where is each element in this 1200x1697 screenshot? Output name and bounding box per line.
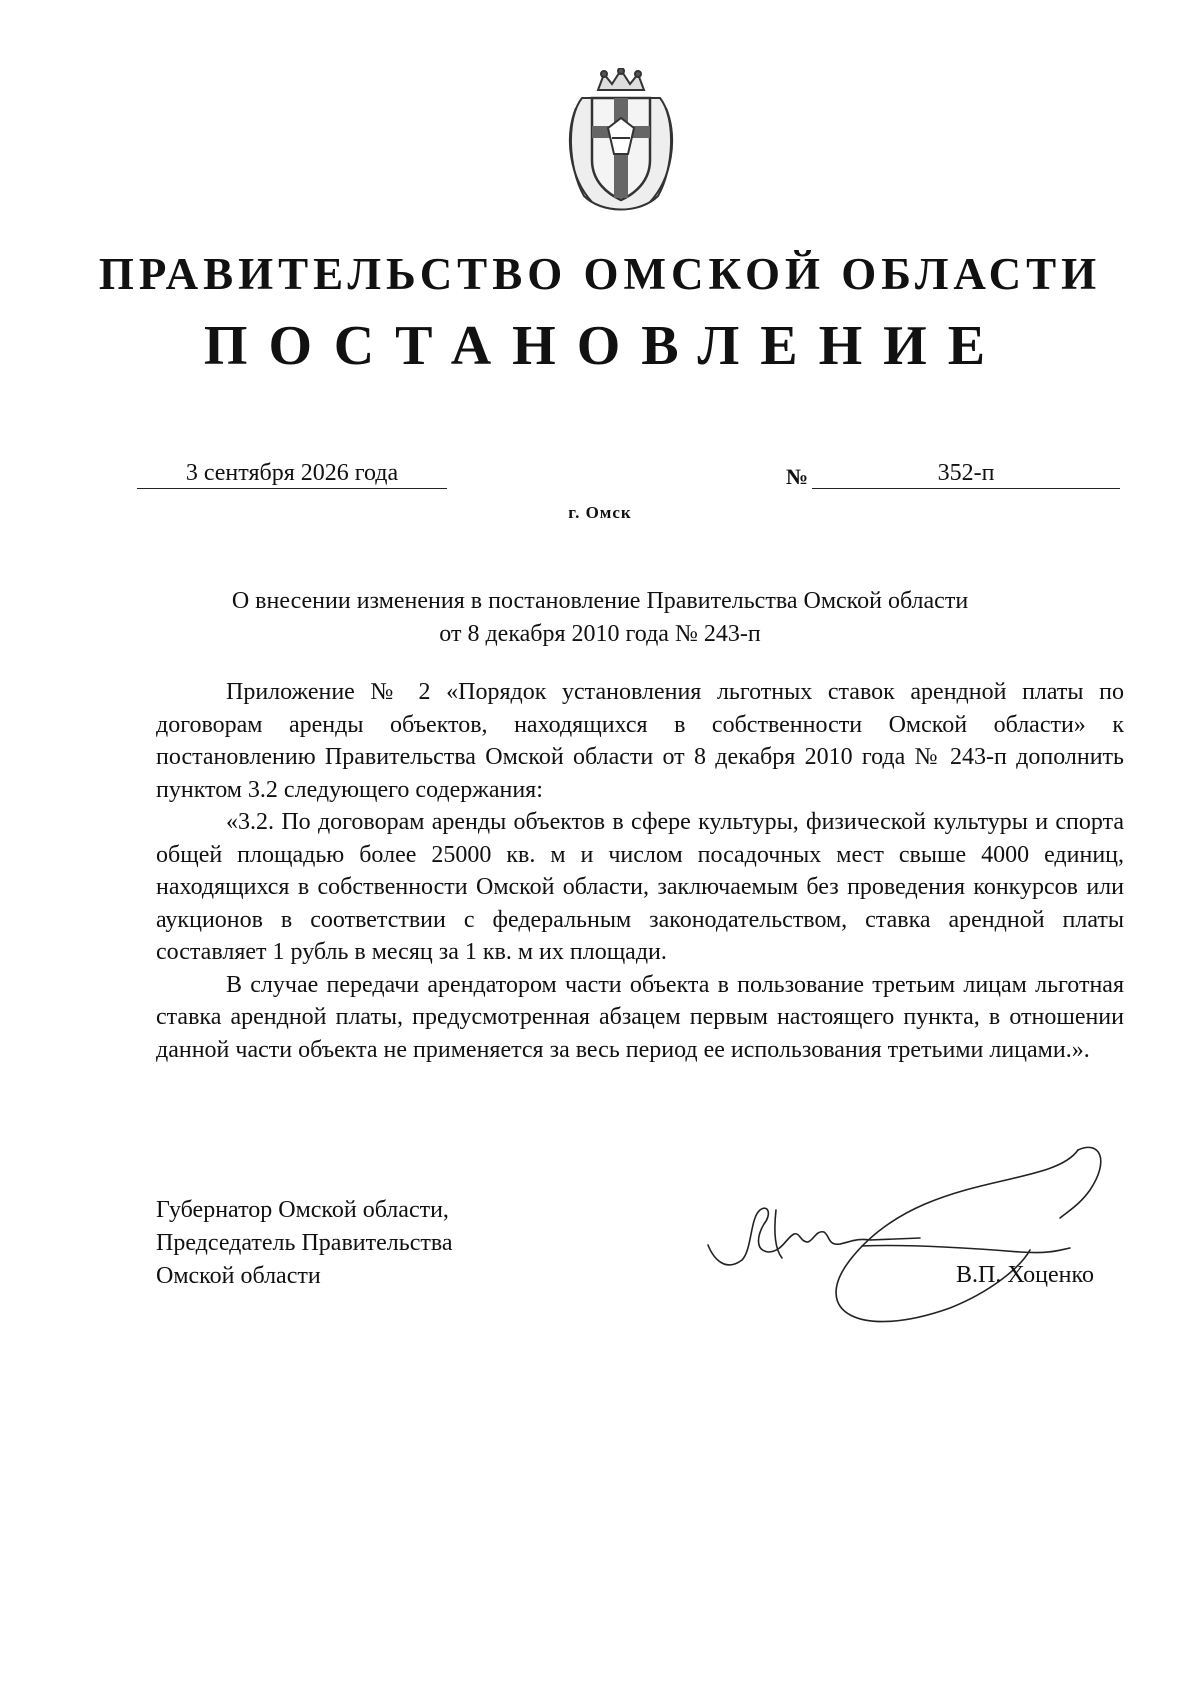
document-number: 352-п [812,458,1120,489]
document-type: ПОСТАНОВЛЕНИЕ [203,315,1007,377]
handwritten-signature [690,1100,1150,1330]
document-date: 3 сентября 2026 года [137,458,447,489]
government-title: ПРАВИТЕЛЬСТВО ОМСКОЙ ОБЛАСТИ [98,249,1102,299]
position-line: Омской области [156,1263,321,1289]
number-sign: № [786,464,809,489]
signatory-position [156,1194,453,1293]
signatory-name: В.П. Хоценко [956,1262,1094,1288]
paragraph: В случае передачи арендатором части объекта в пользование третьим лицам льготная ставка арендной платы, предусмотренная абзацем первым настоящего пункта, в отношении данной части объекта не применяется за весь период ее использования третьими лицами.». [156,971,1124,1063]
city: г. Омск [568,503,632,522]
paragraph: «3.2. По договорам аренды объектов в сфере культуры, физической культуры и спорта общей площадью более 25000 кв. м и числом посадочных мест свыше 4000 единиц, находящихся в собственности Омской области, заключаемым без проведения конкурсов или аукционов в соответствии с федеральным законодательством, ставка арендной платы составляет 1 рубль в месяц за 1 кв. м их площади. [156,809,1124,965]
paragraph: Приложение № 2 «Порядок установления льготных ставок арендной платы по договорам аренды объектов, находящихся в собственности Омской области» к постановлению Правительства Омской области от 8 декабря 2010 года № 243-п дополнить пунктом 3.2 следующего содержания: [156,679,1124,803]
document-body [156,676,1124,1066]
subject-line: от 8 декабря 2010 года № 243-п [439,621,761,647]
document-subject [150,585,1050,651]
subject-line: О внесении изменения в постановление Правительства Омской области [231,588,969,614]
coat-of-arms-icon [562,68,680,214]
position-line: Председатель Правительства [156,1230,453,1256]
position-line: Губернатор Омской области, [156,1197,449,1223]
